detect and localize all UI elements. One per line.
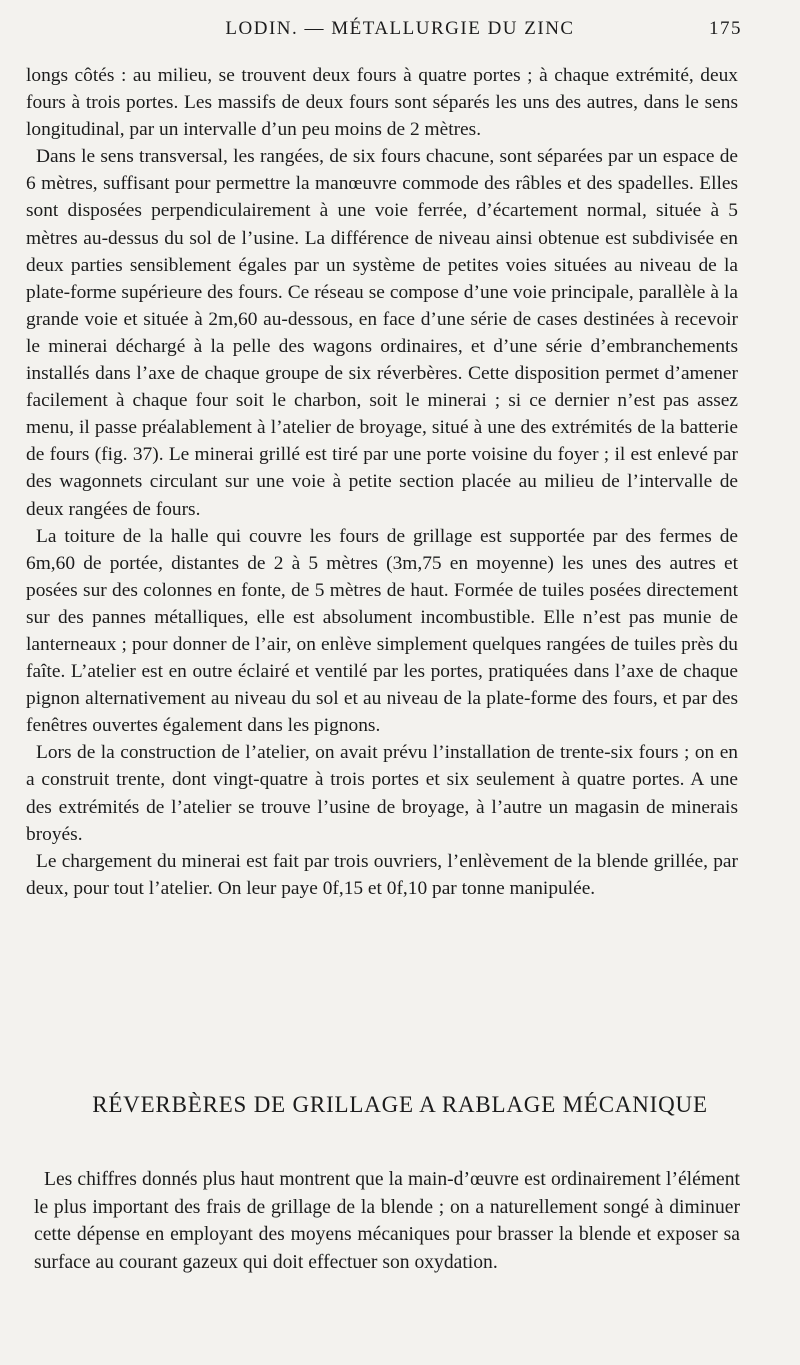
paragraph-rangees: Dans le sens transversal, les rangées, de six fours chacune, sont séparées par un espace de 6 mètres, suffisant pour permettre la manœuvre commode des râbles et des spadelles. Elles sont disposées perpendiculairement à une voie ferrée, d’écartement normal, située à 5 mètres au-dessus du sol de l’usine. La différence de niveau ainsi obtenue est subdivisée en deux parties sensiblement égales par un système de petites voies situées au niveau de la plate-forme supérieure des fours. Ce réseau se compose d’une voie principale, parallèle à la grande voie et située à 2m,60 au-dessous, en face d’une série de cases destinées à recevoir le minerai déchargé à la pelle des wagons ordinaires, et d’une série d’embranchements installés dans l’axe de chaque groupe de six réverbères. Cette disposition permet d’amener facilement à chaque four soit le charbon, soit le minerai ; si ce dernier n’est pas assez menu, il passe préalablement à l’atelier de broyage, situé à une des extrémités de la batterie de fours (fig. 37). Le minerai grillé est tiré par une porte voisine du foyer ; il est enlevé par des wagonnets circulant sur une voie à petite section placée au milieu de l’intervalle de deux rangées de fours. xyxy=(26,146,738,520)
paragraph-rablage: Les chiffres donnés plus haut montrent que la main-d’œuvre est ordinairement l’élément le plus important des frais de grillage de la blende ; on a naturellement songé à diminuer cette dépense en employant des moyens mécaniques pour brasser la blende et exposer sa surface au courant gazeux qui doit effectuer son oxydation. xyxy=(34,1169,740,1273)
page-number: 175 xyxy=(709,18,742,39)
paragraph-construction: Lors de la construction de l’atelier, on avait prévu l’installation de trente-six fours ; on en a construit trente, dont vingt-quatre à trois portes et six seulement à quatre portes. A une des extrémités de l’atelier se trouve l’usine de broyage, à l’autre un magasin de minerais broyés. xyxy=(26,742,738,845)
section-text xyxy=(34,1166,740,1276)
section-heading: RÉVERBÈRES DE GRILLAGE A RABLAGE MÉCANIQUE xyxy=(92,1092,708,1117)
body-text xyxy=(26,62,738,902)
paragraph-continued: longs côtés : au milieu, se trouvent deux fours à quatre portes ; à chaque extrémité, deux fours à trois portes. Les massifs de deux fours sont séparés les uns des autres, dans le sens longitudinal, par un intervalle d’un peu moins de 2 mètres. xyxy=(26,65,738,141)
running-head xyxy=(0,18,800,46)
running-title: LODIN. — MÉTALLURGIE DU ZINC xyxy=(225,18,575,39)
paragraph-toiture: La toiture de la halle qui couvre les fours de grillage est supportée par des fermes de 6m,60 de portée, distantes de 2 à 5 mètres (3m,75 en moyenne) les unes des autres et posées sur des colonnes en fonte, de 5 mètres de haut. Formée de tuiles posées directement sur des pannes métalliques, elle est absolument incombustible. Elle n’est pas munie de lanterneaux ; pour donner de l’air, on enlève simplement quelques rangées de tuiles près du faîte. L’atelier est en outre éclairé et ventilé par les portes, pratiquées dans l’axe de chaque pignon alternativement au niveau du sol et au niveau de la plate-forme des fours, et par des fenêtres ouvertes également dans les pignons. xyxy=(26,525,738,737)
paragraph-chargement: Le chargement du minerai est fait par trois ouvriers, l’enlèvement de la blende grillée, par deux, pour tout l’atelier. On leur paye 0f,15 et 0f,10 par tonne manipulée. xyxy=(26,850,738,899)
